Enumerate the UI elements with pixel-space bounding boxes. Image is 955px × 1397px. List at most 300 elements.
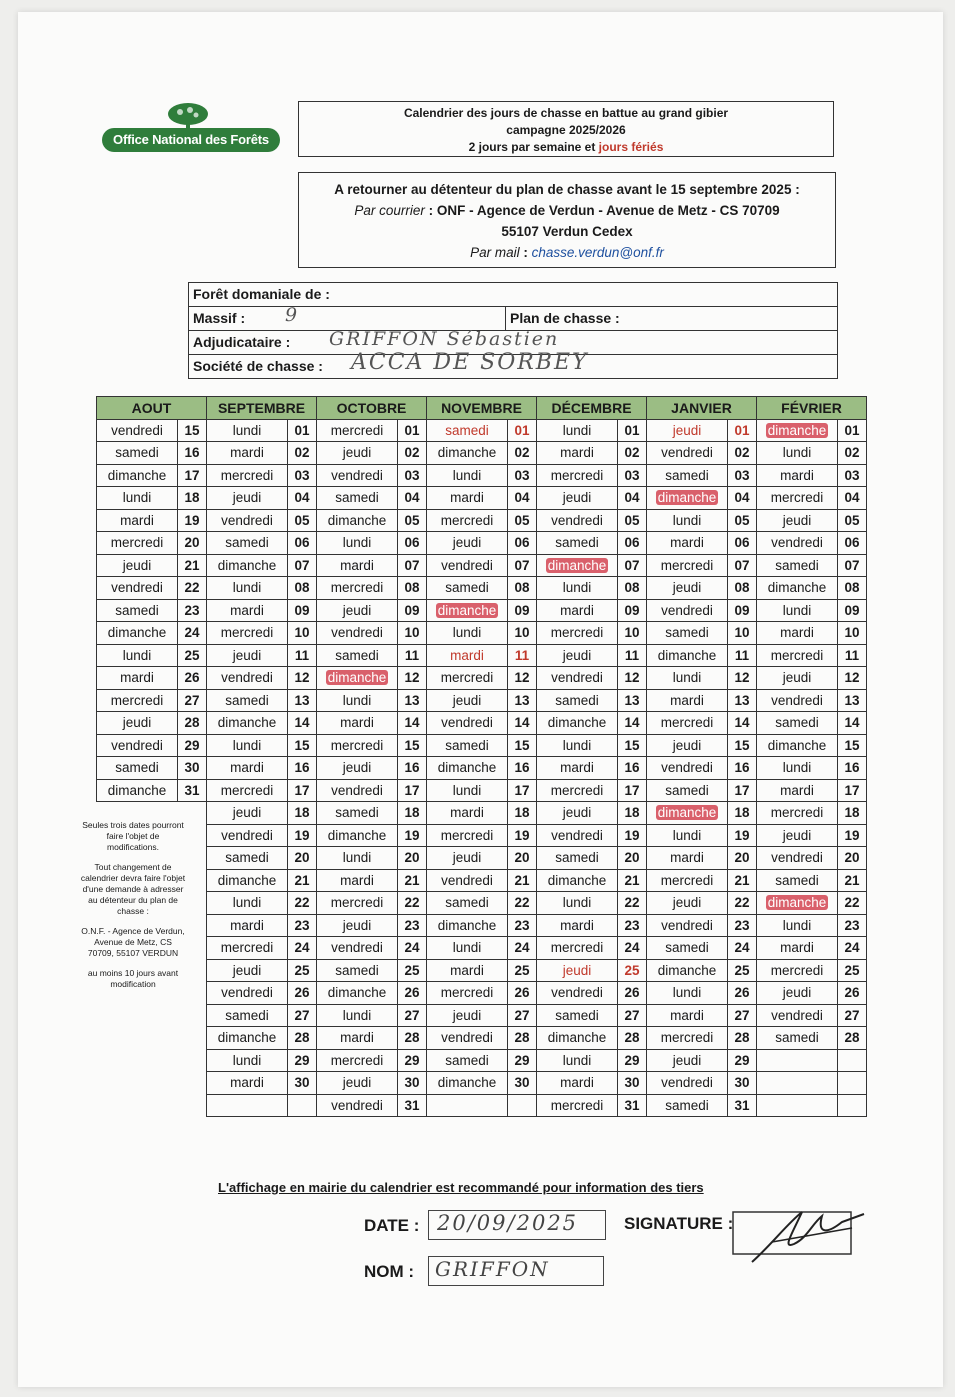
day-name-cell: mercredi xyxy=(317,1049,398,1072)
day-number-cell: 16 xyxy=(178,442,207,465)
day-number-cell: 06 xyxy=(618,532,647,555)
day-number-cell: 23 xyxy=(838,914,867,937)
day-number-cell: 27 xyxy=(618,1004,647,1027)
day-number-cell: 13 xyxy=(508,689,537,712)
day-name-cell: jeudi xyxy=(207,644,288,667)
day-number-cell: 18 xyxy=(838,802,867,825)
day-name-cell: samedi xyxy=(427,1049,508,1072)
day-number-cell: 21 xyxy=(618,869,647,892)
day-name-cell: samedi xyxy=(757,554,838,577)
day-number-cell: 23 xyxy=(288,914,317,937)
day-number-cell: 20 xyxy=(288,847,317,870)
day-number-cell: 26 xyxy=(288,982,317,1005)
day-name-cell: dimanche xyxy=(537,1027,618,1050)
massif-value[interactable]: 9 xyxy=(285,304,300,326)
day-number-cell: 10 xyxy=(728,622,757,645)
day-name-cell: dimanche xyxy=(317,982,398,1005)
day-number-cell: 09 xyxy=(508,599,537,622)
day-number-cell: 19 xyxy=(838,824,867,847)
day-number-cell: 19 xyxy=(728,824,757,847)
day-number-cell: 06 xyxy=(508,532,537,555)
day-number-cell: 15 xyxy=(398,734,427,757)
day-number-cell: 31 xyxy=(398,1094,427,1117)
highlighted-day: dimanche xyxy=(767,422,827,438)
mail-label: Par mail xyxy=(470,245,520,260)
foret-label: Forêt domaniale de : xyxy=(193,286,330,302)
empty-cell xyxy=(97,1072,207,1095)
day-name-cell: jeudi xyxy=(317,442,398,465)
day-number-cell: 18 xyxy=(398,802,427,825)
day-name-cell: mercredi xyxy=(537,1094,618,1117)
day-name-cell: dimanche xyxy=(97,779,178,802)
day-name-cell xyxy=(757,892,838,915)
day-number-cell: 06 xyxy=(398,532,427,555)
day-name-cell: vendredi xyxy=(647,1072,728,1095)
day-name-cell xyxy=(207,1094,288,1117)
day-number-cell: 10 xyxy=(838,622,867,645)
day-number-cell: 25 xyxy=(728,959,757,982)
day-name-cell: mardi xyxy=(427,802,508,825)
date-value: 20/09/2025 xyxy=(437,1211,579,1235)
day-number-cell: 14 xyxy=(728,712,757,735)
day-number-cell: 03 xyxy=(838,464,867,487)
day-name-cell xyxy=(427,599,508,622)
day-name-cell: lundi xyxy=(757,757,838,780)
day-name-cell: jeudi xyxy=(317,914,398,937)
day-number-cell: 06 xyxy=(288,532,317,555)
day-number-cell: 25 xyxy=(178,644,207,667)
day-number-cell: 28 xyxy=(178,712,207,735)
day-name-cell: mercredi xyxy=(537,464,618,487)
month-header: OCTOBRE xyxy=(317,397,427,420)
day-name-cell: lundi xyxy=(207,419,288,442)
calendar-row xyxy=(97,1049,867,1072)
day-name-cell: dimanche xyxy=(207,554,288,577)
massif-label: Massif : xyxy=(193,310,246,326)
day-name-cell: mercredi xyxy=(757,487,838,510)
day-number-cell: 02 xyxy=(398,442,427,465)
mail-sep: : xyxy=(519,245,532,260)
day-name-cell: mardi xyxy=(647,1004,728,1027)
day-number-cell: 14 xyxy=(508,712,537,735)
day-number-cell: 24 xyxy=(728,937,757,960)
day-number-cell: 22 xyxy=(508,892,537,915)
calendar-row xyxy=(97,847,867,870)
day-name-cell: lundi xyxy=(97,644,178,667)
day-name-cell: dimanche xyxy=(757,577,838,600)
calendar-table xyxy=(96,396,867,1117)
day-number-cell: 20 xyxy=(838,847,867,870)
date-field[interactable] xyxy=(428,1210,606,1240)
day-name-cell: jeudi xyxy=(647,892,728,915)
day-name-cell: lundi xyxy=(757,914,838,937)
nom-field[interactable] xyxy=(428,1256,604,1286)
day-name-cell: lundi xyxy=(537,419,618,442)
plan-label: Plan de chasse : xyxy=(505,307,620,330)
highlighted-day: dimanche xyxy=(767,895,827,911)
date-label: DATE : xyxy=(364,1216,420,1235)
day-number-cell: 05 xyxy=(618,509,647,532)
calendar-row xyxy=(97,937,867,960)
calendar-row xyxy=(97,1072,867,1095)
day-number-cell: 14 xyxy=(838,712,867,735)
days-line xyxy=(299,139,833,156)
calendar-row xyxy=(97,487,867,510)
societe-row xyxy=(189,350,837,378)
day-name-cell: samedi xyxy=(757,712,838,735)
day-number-cell: 10 xyxy=(508,622,537,645)
campaign-line: campagne 2025/2026 xyxy=(506,123,626,137)
day-number-cell: 01 xyxy=(508,419,537,442)
day-name-cell: mercredi xyxy=(207,622,288,645)
month-header-row xyxy=(97,397,867,420)
day-number-cell: 23 xyxy=(618,914,647,937)
calendar-row xyxy=(97,802,867,825)
day-number-cell: 23 xyxy=(178,599,207,622)
day-number-cell: 04 xyxy=(288,487,317,510)
day-number-cell: 27 xyxy=(838,1004,867,1027)
day-name-cell: jeudi xyxy=(537,959,618,982)
day-number-cell: 15 xyxy=(178,419,207,442)
day-name-cell: mercredi xyxy=(647,712,728,735)
day-number-cell: 17 xyxy=(178,464,207,487)
day-name-cell: samedi xyxy=(207,532,288,555)
day-name-cell: mardi xyxy=(97,667,178,690)
note-modifications: Seules trois dates pourront faire l'objet de modifications. xyxy=(82,820,184,852)
day-name-cell: mercredi xyxy=(97,689,178,712)
day-number-cell: 17 xyxy=(618,779,647,802)
day-name-cell: samedi xyxy=(647,464,728,487)
day-number-cell: 22 xyxy=(618,892,647,915)
day-number-cell: 23 xyxy=(508,914,537,937)
day-name-cell: samedi xyxy=(537,689,618,712)
day-name-cell: jeudi xyxy=(427,689,508,712)
highlighted-day: dimanche xyxy=(657,805,717,821)
calendar-row xyxy=(97,824,867,847)
day-number-cell: 06 xyxy=(838,532,867,555)
day-number-cell: 25 xyxy=(618,959,647,982)
day-number-cell: 24 xyxy=(288,937,317,960)
day-number-cell: 13 xyxy=(838,689,867,712)
day-number-cell: 13 xyxy=(618,689,647,712)
day-name-cell: mercredi xyxy=(207,464,288,487)
day-number-cell: 01 xyxy=(728,419,757,442)
day-name-cell: lundi xyxy=(647,824,728,847)
logo-text: Office National des Forêts xyxy=(102,128,280,152)
day-name-cell: mardi xyxy=(537,914,618,937)
day-number-cell: 04 xyxy=(398,487,427,510)
day-name-cell: mercredi xyxy=(647,554,728,577)
day-number-cell: 27 xyxy=(398,1004,427,1027)
day-number-cell: 22 xyxy=(728,892,757,915)
day-number-cell: 31 xyxy=(618,1094,647,1117)
calendar-row xyxy=(97,712,867,735)
day-name-cell: samedi xyxy=(647,622,728,645)
day-name-cell: mercredi xyxy=(757,644,838,667)
day-number-cell: 30 xyxy=(618,1072,647,1095)
day-name-cell: vendredi xyxy=(427,869,508,892)
day-number-cell: 16 xyxy=(508,757,537,780)
day-number-cell: 18 xyxy=(618,802,647,825)
day-name-cell: lundi xyxy=(207,1049,288,1072)
day-number-cell: 28 xyxy=(838,1027,867,1050)
day-name-cell: jeudi xyxy=(427,847,508,870)
day-number-cell: 02 xyxy=(508,442,537,465)
highlighted-day: dimanche xyxy=(437,602,497,618)
day-name-cell: lundi xyxy=(757,599,838,622)
day-number-cell xyxy=(838,1072,867,1095)
day-number-cell: 21 xyxy=(838,869,867,892)
day-name-cell: jeudi xyxy=(647,1049,728,1072)
day-name-cell: lundi xyxy=(427,937,508,960)
day-number-cell: 11 xyxy=(508,644,537,667)
day-name-cell xyxy=(647,487,728,510)
empty-cell xyxy=(97,1004,207,1027)
adjudicataire-value[interactable]: GRIFFON Sébastien xyxy=(329,328,560,350)
calendar-row xyxy=(97,914,867,937)
day-name-cell: jeudi xyxy=(427,1004,508,1027)
day-name-cell: samedi xyxy=(647,779,728,802)
day-number-cell: 25 xyxy=(398,959,427,982)
day-number-cell: 17 xyxy=(288,779,317,802)
day-name-cell: samedi xyxy=(647,1094,728,1117)
day-number-cell: 08 xyxy=(728,577,757,600)
day-name-cell xyxy=(757,419,838,442)
day-name-cell: samedi xyxy=(207,689,288,712)
day-number-cell: 15 xyxy=(838,734,867,757)
empty-cell xyxy=(97,1094,207,1117)
day-name-cell: mercredi xyxy=(207,937,288,960)
day-number-cell: 25 xyxy=(288,959,317,982)
day-name-cell: dimanche xyxy=(207,1027,288,1050)
day-number-cell: 17 xyxy=(508,779,537,802)
day-name-cell: jeudi xyxy=(207,487,288,510)
day-name-cell: mercredi xyxy=(427,667,508,690)
day-number-cell: 23 xyxy=(398,914,427,937)
day-name-cell: lundi xyxy=(537,577,618,600)
day-name-cell: lundi xyxy=(207,577,288,600)
day-name-cell: dimanche xyxy=(97,622,178,645)
day-name-cell: dimanche xyxy=(97,464,178,487)
day-name-cell xyxy=(537,554,618,577)
day-number-cell: 08 xyxy=(398,577,427,600)
day-name-cell: jeudi xyxy=(757,509,838,532)
day-name-cell: jeudi xyxy=(317,757,398,780)
day-name-cell: samedi xyxy=(757,869,838,892)
day-name-cell: dimanche xyxy=(647,644,728,667)
day-name-cell: lundi xyxy=(537,734,618,757)
calendar-row xyxy=(97,554,867,577)
calendar-row xyxy=(97,734,867,757)
day-number-cell: 05 xyxy=(398,509,427,532)
day-number-cell: 13 xyxy=(398,689,427,712)
day-name-cell: samedi xyxy=(537,532,618,555)
day-number-cell: 04 xyxy=(508,487,537,510)
day-number-cell: 03 xyxy=(508,464,537,487)
info-box xyxy=(188,282,838,379)
day-number-cell: 14 xyxy=(288,712,317,735)
day-name-cell: mercredi xyxy=(317,577,398,600)
day-number-cell: 26 xyxy=(508,982,537,1005)
day-number-cell: 08 xyxy=(508,577,537,600)
empty-cell xyxy=(97,1049,207,1072)
day-name-cell: samedi xyxy=(427,577,508,600)
day-name-cell: lundi xyxy=(427,779,508,802)
day-number-cell: 18 xyxy=(728,802,757,825)
day-number-cell: 02 xyxy=(288,442,317,465)
societe-value[interactable]: ACCA DE SORBEY xyxy=(351,350,589,375)
day-number-cell: 15 xyxy=(508,734,537,757)
day-number-cell: 30 xyxy=(398,1072,427,1095)
day-name-cell: dimanche xyxy=(207,869,288,892)
month-header: SEPTEMBRE xyxy=(207,397,317,420)
day-number-cell: 09 xyxy=(618,599,647,622)
day-number-cell: 29 xyxy=(618,1049,647,1072)
day-name-cell: mercredi xyxy=(757,959,838,982)
day-number-cell: 01 xyxy=(398,419,427,442)
day-name-cell: mercredi xyxy=(97,532,178,555)
day-number-cell xyxy=(838,1049,867,1072)
day-number-cell: 03 xyxy=(288,464,317,487)
day-name-cell: lundi xyxy=(317,689,398,712)
day-name-cell: mercredi xyxy=(537,937,618,960)
societe-label: Société de chasse : xyxy=(193,358,323,374)
day-number-cell: 10 xyxy=(398,622,427,645)
day-name-cell: samedi xyxy=(207,1004,288,1027)
day-number-cell: 03 xyxy=(618,464,647,487)
day-name-cell: vendredi xyxy=(427,712,508,735)
day-name-cell: lundi xyxy=(537,892,618,915)
day-number-cell: 14 xyxy=(398,712,427,735)
day-number-cell: 19 xyxy=(398,824,427,847)
holidays-text: jours fériés xyxy=(598,140,664,154)
day-number-cell: 25 xyxy=(508,959,537,982)
day-name-cell xyxy=(427,1094,508,1117)
day-number-cell: 02 xyxy=(618,442,647,465)
day-number-cell: 17 xyxy=(838,779,867,802)
day-number-cell: 05 xyxy=(508,509,537,532)
day-name-cell: mardi xyxy=(757,622,838,645)
day-name-cell: dimanche xyxy=(317,509,398,532)
day-name-cell: vendredi xyxy=(427,1027,508,1050)
day-name-cell: mardi xyxy=(537,442,618,465)
day-number-cell: 26 xyxy=(178,667,207,690)
courrier-line xyxy=(299,200,835,221)
note-address: O.N.F. - Agence de Verdun, Avenue de Metz, CS 70709, 55107 VERDUN xyxy=(81,926,185,958)
day-name-cell: samedi xyxy=(97,442,178,465)
calendar-row xyxy=(97,509,867,532)
day-name-cell: samedi xyxy=(537,1004,618,1027)
day-number-cell: 27 xyxy=(178,689,207,712)
day-name-cell: vendredi xyxy=(537,982,618,1005)
day-number-cell: 05 xyxy=(838,509,867,532)
day-number-cell: 21 xyxy=(288,869,317,892)
calendar-row xyxy=(97,1004,867,1027)
day-name-cell: jeudi xyxy=(427,532,508,555)
day-name-cell: lundi xyxy=(427,464,508,487)
day-name-cell: dimanche xyxy=(427,757,508,780)
day-name-cell: vendredi xyxy=(317,464,398,487)
day-name-cell: mardi xyxy=(207,1072,288,1095)
day-name-cell: mardi xyxy=(97,509,178,532)
day-name-cell: mardi xyxy=(647,532,728,555)
day-name-cell: mercredi xyxy=(427,982,508,1005)
day-number-cell: 12 xyxy=(618,667,647,690)
day-name-cell: dimanche xyxy=(757,734,838,757)
day-name-cell: mardi xyxy=(207,914,288,937)
day-number-cell: 20 xyxy=(728,847,757,870)
day-name-cell: lundi xyxy=(647,509,728,532)
day-number-cell: 24 xyxy=(178,622,207,645)
calendar-row xyxy=(97,419,867,442)
day-name-cell: mardi xyxy=(427,959,508,982)
return-line: A retourner au détenteur du plan de chasse avant le 15 septembre 2025 : xyxy=(334,182,800,197)
day-name-cell: lundi xyxy=(97,487,178,510)
day-name-cell: mercredi xyxy=(537,622,618,645)
day-name-cell: jeudi xyxy=(647,419,728,442)
calendar-row xyxy=(97,1027,867,1050)
calendar-row xyxy=(97,892,867,915)
nom-value: GRIFFON xyxy=(435,1257,550,1281)
day-name-cell: mercredi xyxy=(647,1027,728,1050)
return-box xyxy=(298,172,836,268)
day-name-cell: vendredi xyxy=(97,734,178,757)
day-name-cell: mardi xyxy=(757,937,838,960)
day-name-cell: mardi xyxy=(537,757,618,780)
day-name-cell: mardi xyxy=(317,554,398,577)
day-number-cell: 30 xyxy=(508,1072,537,1095)
day-name-cell: dimanche xyxy=(537,869,618,892)
day-name-cell: lundi xyxy=(647,982,728,1005)
day-name-cell: samedi xyxy=(427,734,508,757)
calendar-row xyxy=(97,442,867,465)
day-name-cell: mardi xyxy=(207,442,288,465)
day-name-cell: dimanche xyxy=(427,1072,508,1095)
highlighted-day: dimanche xyxy=(327,670,387,686)
day-name-cell: mercredi xyxy=(317,419,398,442)
day-name-cell: mardi xyxy=(647,847,728,870)
day-number-cell: 09 xyxy=(398,599,427,622)
day-name-cell: lundi xyxy=(207,892,288,915)
email-link[interactable]: chasse.verdun@onf.fr xyxy=(531,245,664,260)
day-name-cell: vendredi xyxy=(647,442,728,465)
day-number-cell: 01 xyxy=(838,419,867,442)
day-number-cell: 26 xyxy=(728,982,757,1005)
day-name-cell: vendredi xyxy=(427,554,508,577)
calendar-row xyxy=(97,644,867,667)
day-name-cell: samedi xyxy=(317,644,398,667)
day-number-cell: 20 xyxy=(178,532,207,555)
day-name-cell: jeudi xyxy=(537,487,618,510)
day-name-cell xyxy=(317,667,398,690)
day-number-cell: 30 xyxy=(288,1072,317,1095)
day-name-cell: vendredi xyxy=(207,509,288,532)
day-number-cell: 04 xyxy=(838,487,867,510)
day-name-cell: mercredi xyxy=(537,779,618,802)
highlighted-day: dimanche xyxy=(657,490,717,506)
day-name-cell: samedi xyxy=(317,802,398,825)
day-number-cell: 22 xyxy=(838,892,867,915)
day-name-cell: samedi xyxy=(757,1027,838,1050)
day-number-cell: 28 xyxy=(618,1027,647,1050)
day-name-cell: jeudi xyxy=(317,1072,398,1095)
day-number-cell: 01 xyxy=(288,419,317,442)
signature-field[interactable] xyxy=(732,1204,870,1264)
day-name-cell: mercredi xyxy=(427,824,508,847)
note-delay: au moins 10 jours avant modification xyxy=(87,968,179,989)
day-number-cell: 02 xyxy=(838,442,867,465)
calendar-row xyxy=(97,779,867,802)
